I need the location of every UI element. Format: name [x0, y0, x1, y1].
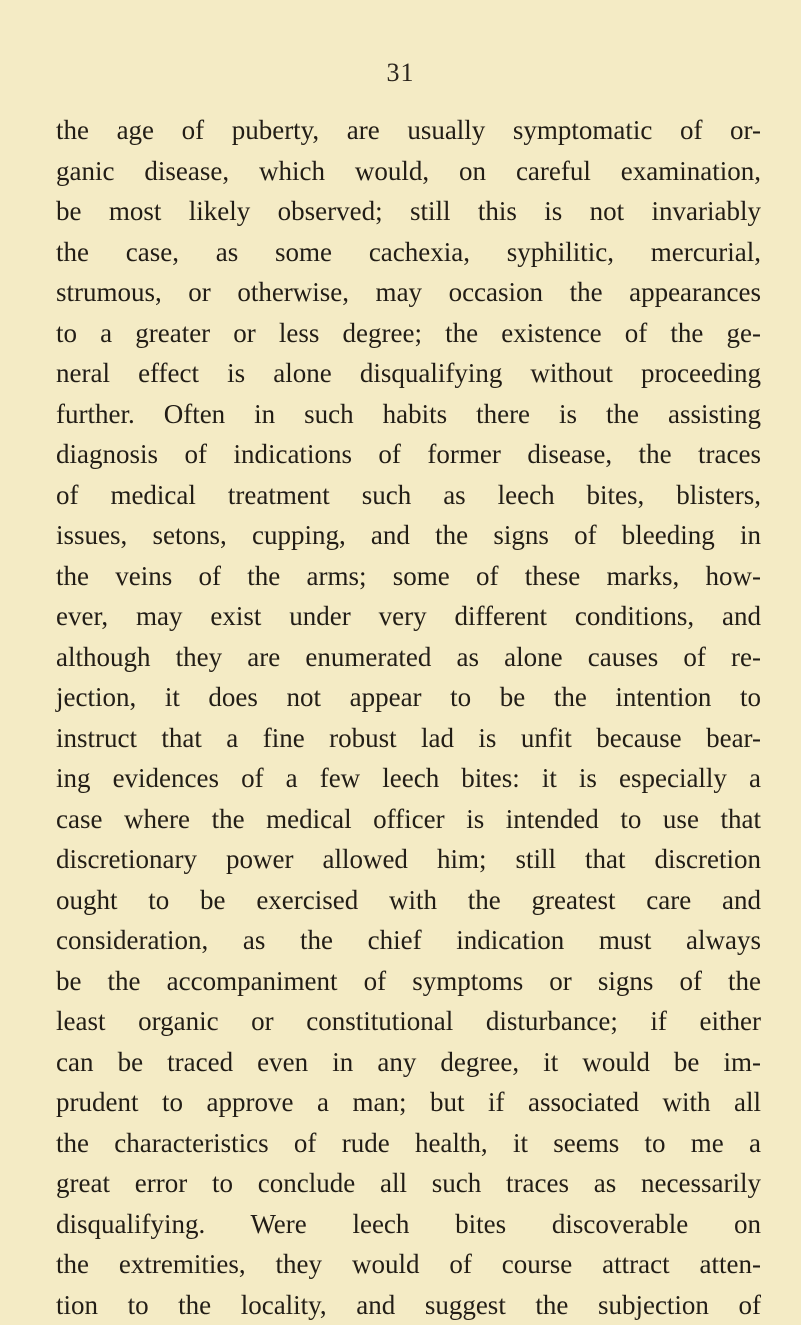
text-line: the characteristics of rude health, it seems to me a	[56, 1127, 761, 1158]
text-line: ought to be exercised with the greatest care and	[56, 884, 761, 915]
text-line: ever, may exist under very different conditions, and	[56, 601, 761, 631]
text-line: tion to the locality, and suggest the subjection of	[56, 1289, 761, 1320]
text-line: ing evidences of a few leech bites: it is especially a	[56, 763, 761, 793]
text-line: strumous, or otherwise, may occasion the appearances	[56, 277, 761, 307]
text-line: the age of puberty, are usually symptomatic of or-	[56, 115, 761, 145]
text-line: to a greater or less degree; the existence of the ge-	[56, 317, 761, 348]
text-line: although they are enumerated as alone causes of re-	[56, 641, 761, 672]
text-line: jection, it does not appear to be the intention to	[56, 682, 761, 712]
text-line: issues, setons, cupping, and the signs of bleeding in	[56, 520, 761, 550]
text-line: least organic or constitutional disturbance; if either	[56, 1006, 761, 1036]
body-text	[56, 110, 761, 1325]
text-line: the veins of the arms; some of these marks, how-	[56, 560, 761, 591]
text-line: instruct that a fine robust lad is unfit because bear-	[56, 722, 761, 753]
text-line: discretionary power allowed him; still that discretion	[56, 844, 761, 874]
text-line: diagnosis of indications of former disease, the traces	[56, 439, 761, 469]
text-line: disqualifying. Were leech bites discoverable on	[56, 1208, 761, 1239]
text-line: great error to conclude all such traces as necessarily	[56, 1168, 761, 1198]
text-line: the case, as some cachexia, syphilitic, mercurial,	[56, 236, 761, 267]
text-line: of medical treatment such as leech bites, blisters,	[56, 479, 761, 510]
text-line: be most likely observed; still this is not invariably	[56, 196, 761, 226]
text-line: prudent to approve a man; but if associated with all	[56, 1087, 761, 1117]
text-line: the extremities, they would of course attract atten-	[56, 1249, 761, 1279]
text-line: neral effect is alone disqualifying without proceeding	[56, 358, 761, 388]
text-line: be the accompaniment of symptoms or signs of the	[56, 965, 761, 996]
page-number: 31	[386, 58, 415, 87]
text-line: can be traced even in any degree, it would be im-	[56, 1046, 761, 1077]
text-line: ganic disease, which would, on careful examination,	[56, 155, 761, 186]
text-line: consideration, as the chief indication must always	[56, 925, 761, 955]
text-line: case where the medical officer is intended to use that	[56, 803, 761, 834]
text-line: further. Often in such habits there is the assisting	[56, 398, 761, 429]
